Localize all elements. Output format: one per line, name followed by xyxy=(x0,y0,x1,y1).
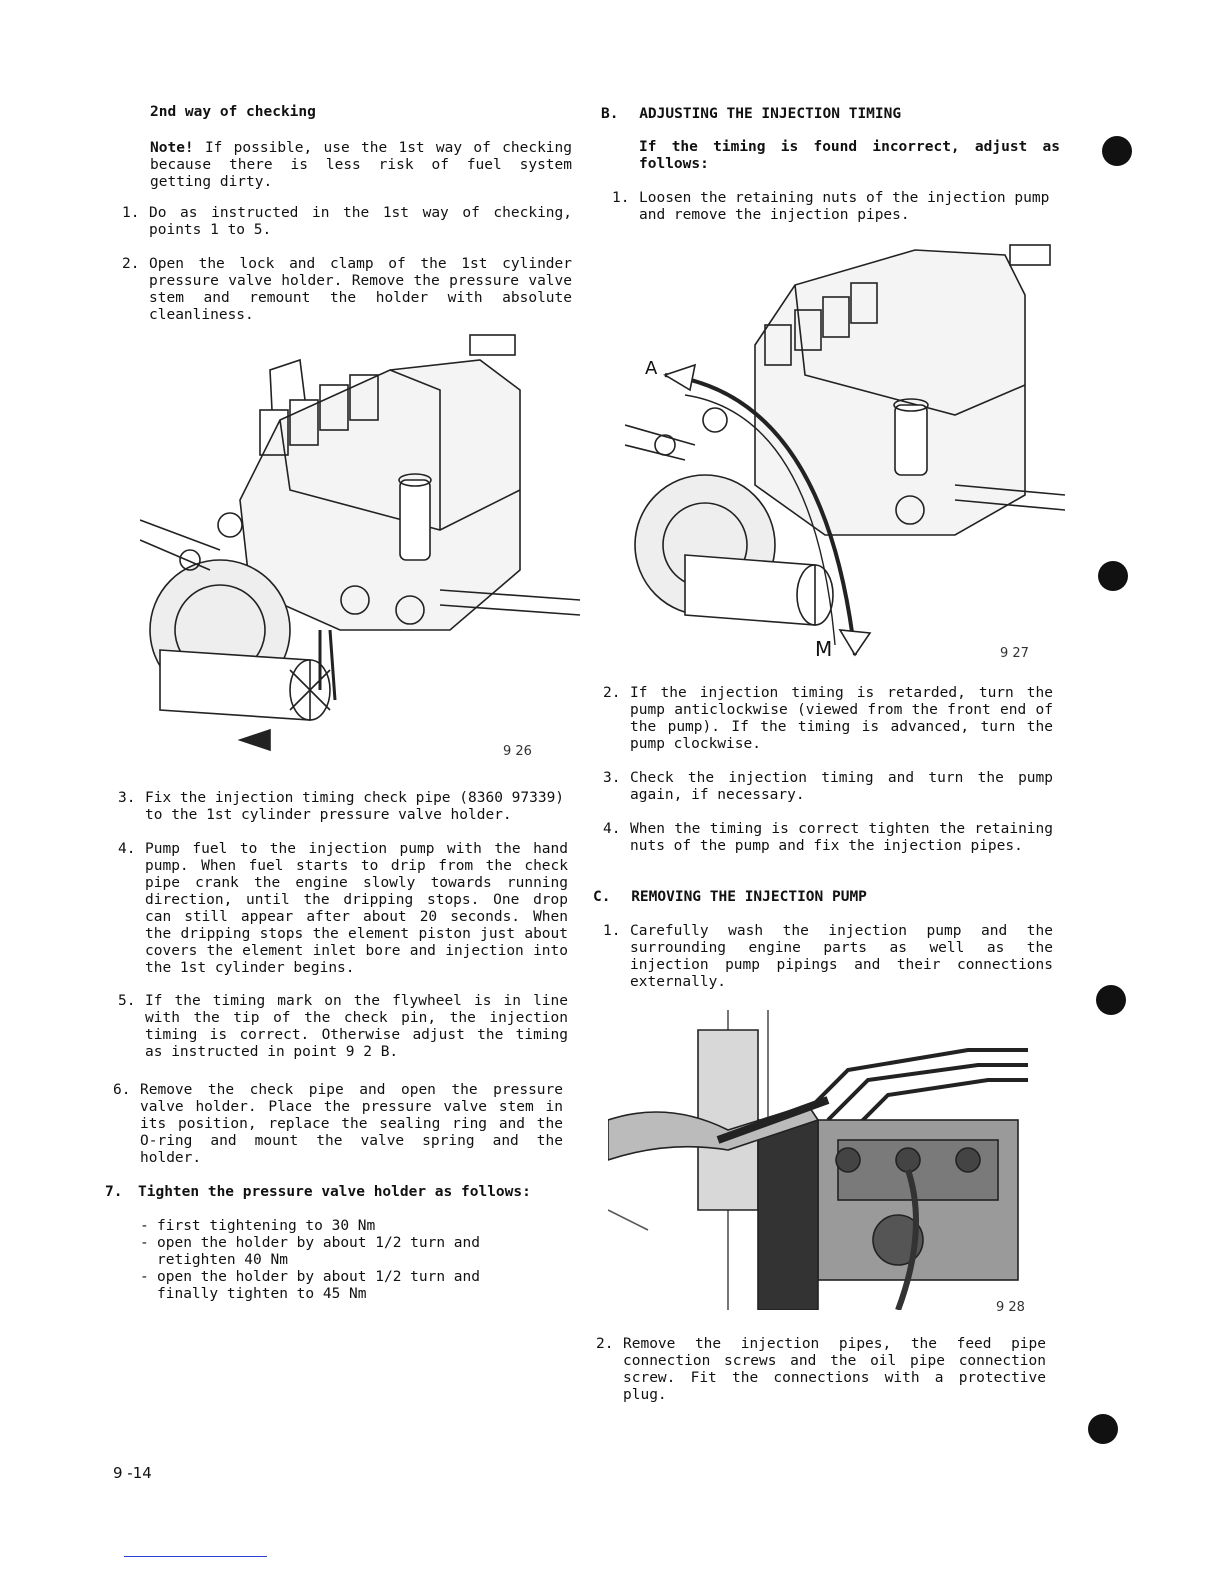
figure-injection-pump-check xyxy=(140,330,580,760)
list-item: 2. Remove the injection pipes, the feed pipe connection screws and the oil pipe connection screw. Fit the connections with a protective plug. xyxy=(596,1336,1046,1403)
list-item: 2. Open the lock and clamp of the 1st cylinder pressure valve holder. Remove the pressure valve stem and remount the holder with absolute cleanliness. xyxy=(122,256,572,323)
page-number: 9 -14 xyxy=(113,1464,152,1482)
note-text: If possible, use the 1st way of checking because there is less risk of fuel system getting dirty. xyxy=(150,140,572,190)
step-text: When the timing is correct tighten the retaining nuts of the pump and fix the injection pipes. xyxy=(630,821,1053,854)
punch-hole xyxy=(1088,1414,1118,1444)
list-item: 2. If the injection timing is retarded, turn the pump anticlockwise (viewed from the front end of the pump). If the timing is advanced, turn the pump clockwise. xyxy=(603,685,1053,752)
step-text: Loosen the retaining nuts of the injection pump and remove the injection pipes. xyxy=(639,190,1050,223)
divider xyxy=(124,1556,267,1557)
step-text: If the timing mark on the flywheel is in line with the tip of the check pin, the injection timing is correct. Otherwise adjust the timing as instructed in point 9 2 B. xyxy=(145,993,568,1060)
list-item: 3. Check the injection timing and turn the pump again, if necessary. xyxy=(603,770,1053,803)
step-text: Check the injection timing and turn the pump again, if necessary. xyxy=(630,770,1053,803)
step-text: Open the lock and clamp of the 1st cylinder pressure valve holder. Remove the pressure valve stem and remount the holder with absolute cleanliness. xyxy=(149,256,572,323)
figure-removing-pipes-photo xyxy=(608,1010,1048,1310)
list-item: 1. Loosen the retaining nuts of the injection pump and remove the injection pipes. xyxy=(612,190,1062,224)
list-item: 6. Remove the check pipe and open the pressure valve holder. Place the pressure valve stem in its position, replace the sealing ring and the O-ring and mount the valve spring and the holder. xyxy=(113,1082,563,1166)
arrow-label-m: M xyxy=(815,637,833,661)
step-text: Remove the injection pipes, the feed pipe connection screws and the oil pipe connection screw. Fit the connections with a protective plug. xyxy=(623,1336,1046,1403)
figure-label: 9 26 xyxy=(503,744,532,759)
torque-list xyxy=(140,1218,510,1303)
list-item: 5. If the timing mark on the flywheel is in line with the tip of the check pin, the injection timing is correct. Otherwise adjust the timing as instructed in point 9 2 B. xyxy=(118,993,568,1060)
heading-2nd-way: 2nd way of checking xyxy=(150,104,316,120)
figure-adjust-timing xyxy=(625,235,1065,665)
step-text: Pump fuel to the injection pump with the hand pump. When fuel starts to drip from the check pipe crank the engine slowly towards running direction, until the dripping stops. One drop can still appear after about 20 seconds. When the dripping stops the element piston just about covers the element inlet bore and injection into the 1st cylinder begins. xyxy=(145,841,568,976)
list-item: 1. Carefully wash the injection pump and the surrounding engine parts as well as the injection pump pipings and their connections externally. xyxy=(603,923,1053,990)
figure-label: 9 27 xyxy=(1000,646,1029,661)
step-text: If the injection timing is retarded, turn the pump anticlockwise (viewed from the front end of the pump). If the timing is advanced, turn the pump clockwise. xyxy=(630,685,1053,752)
step-text: Remove the check pipe and open the pressure valve holder. Place the pressure valve stem in its position, replace the sealing ring and the O-ring and mount the valve spring and the holder. xyxy=(140,1082,563,1166)
list-item: - first tightening to 30 Nm xyxy=(140,1218,510,1235)
step-text: Fix the injection timing check pipe (8360 97339) to the 1st cylinder pressure valve holder. xyxy=(145,790,565,823)
list-item: 1. Do as instructed in the 1st way of checking, points 1 to 5. xyxy=(122,205,572,238)
step-7: 7. Tighten the pressure valve holder as follows: - first tightening to 30 Nm - open the holder by about 1/2 turn and retighten 40 Nm - open the holder by about 1/2 turn and finally tighten to 45 Nm xyxy=(105,1184,565,1303)
section-b-heading: B. ADJUSTING THE INJECTION TIMING xyxy=(601,106,902,122)
punch-hole xyxy=(1102,136,1132,166)
list-item: 4. Pump fuel to the injection pump with the hand pump. When fuel starts to drip from the check pipe crank the engine slowly towards running direction, until the dripping stops. One drop can still appear after about 20 seconds. When the dripping stops the element piston just about covers the element inlet bore and injection into the 1st cylinder begins. xyxy=(118,841,568,976)
punch-hole xyxy=(1096,985,1126,1015)
step-7-title: Tighten the pressure valve holder as follows: xyxy=(138,1184,531,1200)
section-c-heading: C. REMOVING THE INJECTION PUMP xyxy=(593,889,867,905)
punch-hole xyxy=(1098,561,1128,591)
note-paragraph xyxy=(150,140,572,191)
step-text: Carefully wash the injection pump and the surrounding engine parts as well as the injection pump pipings and their connections externally. xyxy=(630,923,1053,990)
section-b-intro: If the timing is found incorrect, adjust as follows: xyxy=(639,139,1060,172)
list-item: 4. When the timing is correct tighten the retaining nuts of the pump and fix the injection pipes. xyxy=(603,821,1053,854)
note-label: Note! xyxy=(150,140,194,156)
figure-label: 9 28 xyxy=(996,1300,1025,1315)
list-item: 3. Fix the injection timing check pipe (8360 97339) to the 1st cylinder pressure valve holder. xyxy=(118,790,580,824)
arrow-label-a: A xyxy=(645,358,658,379)
list-item: - open the holder by about 1/2 turn and finally tighten to 45 Nm xyxy=(140,1269,510,1303)
step-text: Do as instructed in the 1st way of checking, points 1 to 5. xyxy=(149,205,572,238)
list-item: - open the holder by about 1/2 turn and retighten 40 Nm xyxy=(140,1235,510,1269)
